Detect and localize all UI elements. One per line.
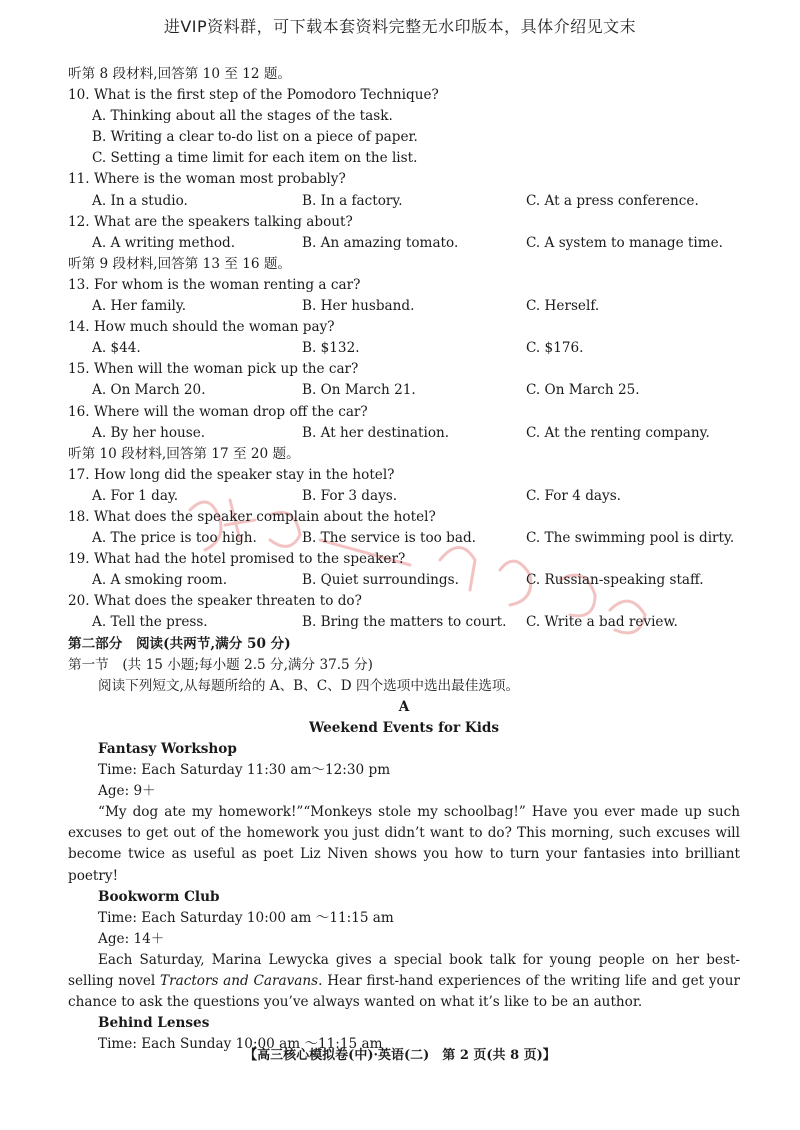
q10-option-c: C. Setting a time limit for each item on the list. bbox=[92, 150, 418, 167]
page-footer: 【高三核心模拟卷(中)·英语(二) 第 2 页(共 8 页)】 bbox=[244, 1048, 556, 1063]
q20-option-b: B. Bring the matters to court. bbox=[302, 614, 507, 631]
question-17: 17. How long did the speaker stay in the hotel? bbox=[68, 466, 395, 483]
q11-option-c: C. At a press conference. bbox=[526, 192, 699, 209]
q15-options bbox=[68, 380, 740, 401]
q12-options bbox=[68, 233, 740, 254]
q17-option-b: B. For 3 days. bbox=[302, 487, 398, 504]
q19-option-a: A. A smoking room. bbox=[92, 572, 228, 589]
q18-options bbox=[68, 528, 740, 549]
q18-option-b: B. The service is too bad. bbox=[302, 530, 476, 547]
q16-option-b: B. At her destination. bbox=[302, 424, 450, 441]
q12-option-a: A. A writing method. bbox=[92, 234, 236, 251]
q14-option-c: C. $176. bbox=[526, 340, 584, 357]
event-2-desc-post: . Hear first-hand experiences of the writing life and get your chance to ask the questions you’ve always wanted on what it’s like to be an author. bbox=[68, 973, 740, 1011]
q16-options bbox=[68, 423, 740, 444]
q16-option-a: A. By her house. bbox=[92, 424, 206, 441]
event-1-age: Age: 9＋ bbox=[98, 783, 156, 800]
q13-option-c: C. Herself. bbox=[526, 298, 600, 315]
q16-option-c: C. At the renting company. bbox=[526, 424, 710, 441]
question-15: 15. When will the woman pick up the car? bbox=[68, 361, 359, 378]
question-20: 20. What does the speaker threaten to do? bbox=[68, 593, 362, 610]
event-1-name: Fantasy Workshop bbox=[98, 741, 237, 757]
event-2-desc-pre: Each Saturday, Marina Lewycka gives a special book talk for young people on her best-selling novel bbox=[68, 951, 740, 990]
event-1-description: “My dog ate my homework!”“Monkeys stole my schoolbag!” Have you ever made up such excuses to get out of the homework you just didn’t want to do? This morning, such excuses will become twice as useful as poet Liz Niven shows you how to turn your fantasies into brilliant poetry! bbox=[68, 804, 740, 884]
question-13: 13. For whom is the woman renting a car? bbox=[68, 276, 361, 293]
q17-options bbox=[68, 486, 740, 507]
q15-option-a: A. On March 20. bbox=[92, 382, 206, 399]
q17-option-c: C. For 4 days. bbox=[526, 487, 622, 504]
q13-option-a: A. Her family. bbox=[92, 298, 187, 315]
section-9-heading: 听第 9 段材料,回答第 13 至 16 题。 bbox=[68, 255, 292, 272]
section-one-heading: 第一节 (共 15 小题;每小题 2.5 分,满分 37.5 分) bbox=[68, 656, 373, 673]
q14-option-a: A. $44. bbox=[92, 340, 141, 357]
event-3-name: Behind Lenses bbox=[98, 1015, 210, 1032]
event-2-description bbox=[68, 950, 740, 1013]
q13-option-b: B. Her husband. bbox=[302, 298, 415, 315]
q18-option-a: A. The price is too high. bbox=[92, 530, 257, 547]
q18-option-c: C. The swimming pool is dirty. bbox=[526, 530, 735, 547]
q13-options bbox=[68, 296, 740, 317]
q11-options bbox=[68, 191, 740, 212]
promo-banner: 进VIP资料群，可下载本套资料完整无水印版本，具体介绍见文末 bbox=[163, 17, 637, 36]
question-10: 10. What is the first step of the Pomodoro Technique? bbox=[68, 87, 439, 104]
reading-instruction: 阅读下列短文,从每题所给的 A、B、C、D 四个选项中选出最佳选项。 bbox=[98, 677, 520, 694]
passage-title: Weekend Events for Kids bbox=[308, 719, 500, 736]
question-16: 16. Where will the woman drop off the car? bbox=[68, 403, 368, 420]
q14-options bbox=[68, 338, 740, 359]
q12-option-b: B. An amazing tomato. bbox=[302, 234, 459, 251]
q17-option-a: A. For 1 day. bbox=[92, 487, 179, 504]
question-19: 19. What had the hotel promised to the speaker? bbox=[68, 551, 406, 568]
q11-option-b: B. In a factory. bbox=[302, 192, 403, 209]
exam-page bbox=[68, 64, 740, 1055]
q19-options bbox=[68, 570, 740, 591]
part-two-heading: 第二部分 阅读(共两节,满分 50 分) bbox=[68, 635, 291, 652]
q14-option-b: B. $132. bbox=[302, 340, 360, 357]
question-11: 11. Where is the woman most probably? bbox=[68, 171, 346, 188]
novel-title: Tractors and Caravans bbox=[160, 973, 319, 990]
q20-options bbox=[68, 612, 740, 633]
event-3-time: Time: Each Sunday 10:00 am ～11:15 am bbox=[98, 1036, 383, 1053]
q10-option-b: B. Writing a clear to-do list on a piece of paper. bbox=[92, 129, 418, 146]
q10-option-a: A. Thinking about all the stages of the task. bbox=[92, 108, 393, 125]
q20-option-c: C. Write a bad review. bbox=[526, 614, 678, 631]
event-2-age: Age: 14＋ bbox=[98, 930, 165, 947]
question-14: 14. How much should the woman pay? bbox=[68, 319, 335, 336]
q15-option-c: C. On March 25. bbox=[526, 382, 640, 399]
event-2-time: Time: Each Saturday 10:00 am ～11:15 am bbox=[98, 909, 394, 926]
event-2-name: Bookworm Club bbox=[98, 888, 220, 905]
q20-option-a: A. Tell the press. bbox=[92, 614, 208, 631]
q11-option-a: A. In a studio. bbox=[92, 192, 188, 209]
q15-option-b: B. On March 21. bbox=[302, 382, 416, 399]
q19-option-b: B. Quiet surroundings. bbox=[302, 572, 459, 589]
question-18: 18. What does the speaker complain about the hotel? bbox=[68, 508, 436, 525]
section-8-heading: 听第 8 段材料,回答第 10 至 12 题。 bbox=[68, 66, 292, 82]
q12-option-c: C. A system to manage time. bbox=[526, 234, 724, 251]
q19-option-c: C. Russian-speaking staff. bbox=[526, 572, 704, 589]
event-1-time: Time: Each Saturday 11:30 am～12:30 pm bbox=[98, 762, 391, 779]
section-10-heading: 听第 10 段材料,回答第 17 至 20 题。 bbox=[68, 445, 300, 462]
question-12: 12. What are the speakers talking about? bbox=[68, 213, 353, 230]
passage-letter: A bbox=[398, 698, 410, 715]
